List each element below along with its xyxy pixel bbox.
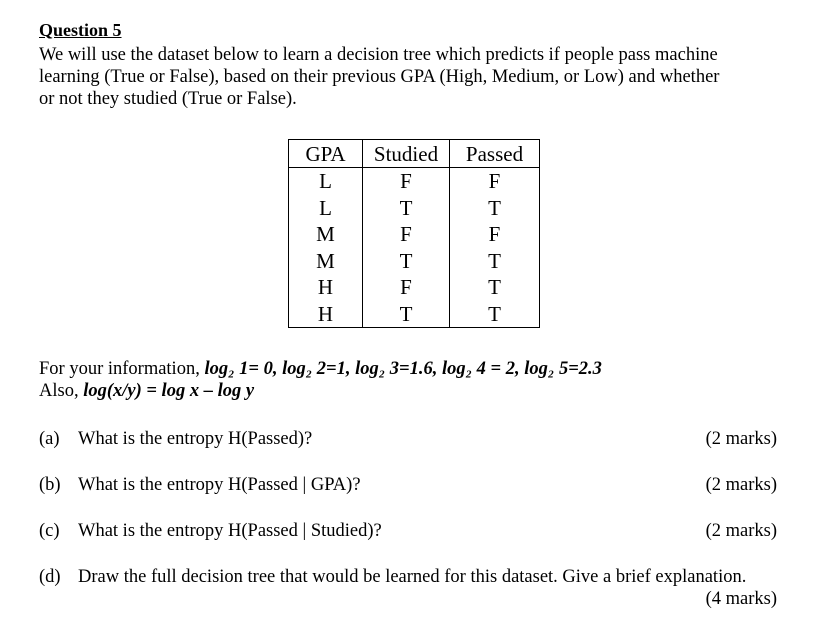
part-marks: (2 marks) (705, 429, 777, 449)
cell-gpa: H (289, 301, 363, 328)
log-info (39, 358, 602, 402)
cell-passed: T (450, 301, 540, 328)
log-rule: log(x/y) = log x – log y (83, 381, 255, 401)
header-passed: Passed (450, 140, 540, 168)
log-values: log₂ 1= 0, log₂ 2=1, log₂ 3=1.6, log₂ 4 = 2, log₂ 5=2.3 (204, 359, 602, 379)
table-row (289, 221, 540, 248)
cell-gpa: M (289, 248, 363, 275)
cell-studied: F (363, 221, 450, 248)
cell-passed: T (450, 248, 540, 275)
cell-studied: F (363, 274, 450, 301)
intro-line: learning (True or False), based on their previous GPA (High, Medium, or Low) and whether (39, 67, 720, 87)
cell-studied: T (363, 248, 450, 275)
log-info-prefix: For your information, (39, 359, 205, 379)
table-row (289, 195, 540, 222)
table-header-row (289, 140, 540, 168)
question-heading: Question 5 (39, 20, 122, 40)
cell-passed: F (450, 168, 540, 195)
part-text: What is the entropy H(Passed | Studied)? (78, 521, 382, 541)
header-gpa: GPA (289, 140, 363, 168)
log-info-line (39, 358, 602, 380)
part-label: (c) (39, 521, 60, 541)
dataset-table (288, 139, 540, 328)
cell-gpa: H (289, 274, 363, 301)
header-studied: Studied (363, 140, 450, 168)
cell-studied: F (363, 168, 450, 195)
cell-studied: T (363, 301, 450, 328)
log-rule-line (39, 380, 602, 402)
table-row (289, 248, 540, 275)
part-label: (b) (39, 475, 61, 495)
question-intro (39, 44, 799, 110)
part-marks: (4 marks) (705, 589, 777, 609)
part-text: What is the entropy H(Passed | GPA)? (78, 475, 361, 495)
table-row (289, 274, 540, 301)
cell-passed: F (450, 221, 540, 248)
cell-gpa: M (289, 221, 363, 248)
intro-line: We will use the dataset below to learn a decision tree which predicts if people pass machine (39, 45, 718, 65)
part-label: (a) (39, 429, 60, 449)
part-marks: (2 marks) (705, 521, 777, 541)
cell-gpa: L (289, 195, 363, 222)
cell-passed: T (450, 195, 540, 222)
table-row (289, 168, 540, 195)
part-label: (d) (39, 567, 61, 587)
cell-passed: T (450, 274, 540, 301)
cell-studied: T (363, 195, 450, 222)
table-row (289, 301, 540, 328)
part-text: Draw the full decision tree that would be learned for this dataset. Give a brief explanation. (78, 567, 747, 587)
part-text: What is the entropy H(Passed)? (78, 429, 313, 449)
intro-line: or not they studied (True or False). (39, 89, 297, 109)
log-rule-prefix: Also, (39, 381, 84, 401)
cell-gpa: L (289, 168, 363, 195)
part-marks: (2 marks) (705, 475, 777, 495)
